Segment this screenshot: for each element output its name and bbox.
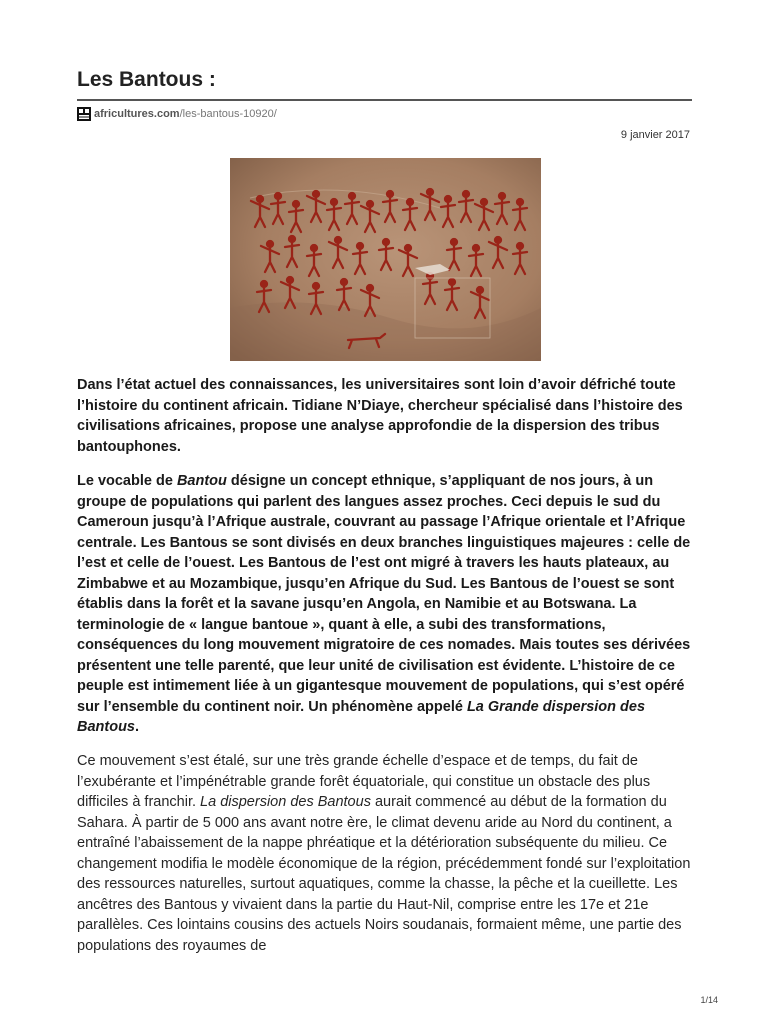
text-run: . xyxy=(135,719,140,735)
title-divider xyxy=(77,99,692,101)
text-run: Le vocable de xyxy=(77,473,177,489)
body-paragraph-2 xyxy=(77,751,697,956)
emphasis-text: Bantou xyxy=(176,473,227,489)
text-run: Ce mouvement s’est étalé, sur une très grande échelle d’espace et de temps, du fait de l’exubérante et l’impénétrable grande forêt équatoriale, qui constitue un obstacle des plus difficiles à franchir. xyxy=(77,753,651,810)
source-path[interactable]: /les-bantous-10920/ xyxy=(179,108,277,120)
source-link[interactable] xyxy=(77,106,277,122)
emphasis-text: La Grande dispersion des Bantous xyxy=(77,698,646,735)
site-icon xyxy=(77,107,91,121)
intro-paragraph xyxy=(77,375,697,457)
text-run: désigne un concept ethnique, s’appliquant de nos jours, à un groupe de populations qui parlent des langues assez proches. Ceci depuis le sud du Cameroun jusqu’à l’Afrique australe, couvrant au passage l’Afrique orientale et l’Afrique centrale. Les Bantous se sont divisés en deux branches linguistiques majeures : celle de l’est et celle de l’ouest. Les Bantous de l’est ont migré à travers les hauts plateaux, au Zimbabwe et au Mozambique, jusqu’en Afrique du Sud. Les Bantous de l’ouest se sont établis dans la forêt et la savane jusqu’en Angola, en Namibie et au Botswana. La terminologie de « langue bantoue », quant à elle, a subi des transformations, conséquences du long mouvement migratoire de ces nomades. Mais toutes ses dérivées présentent une telle parenté, que leur unité de civilisation est évidente. L’histoire de ce peuple est intimement liée à un gigantesque mouvement de populations, qui s’est opéré sur l’ensemble du continent noir. Un phénomène appelé xyxy=(77,473,691,715)
publish-date: 9 janvier 2017 xyxy=(620,129,690,141)
source-domain[interactable]: africultures.com xyxy=(94,108,180,120)
rock-art-image xyxy=(230,158,541,361)
text-run: aurait commencé au début de la formation du Sahara. À partir de 5 000 ans avant notre ère, le climat devenu aride au Nord du continent, a entraîné l’abaissement de la nappe phréatique et la détérioration subséquente du milieu. Ce changement modifia le modèle économique de la région, précédemment fondé sur l’exploitation des ressources naturelles, surtout aquatiques, comme la chasse, la pêche et la cueillette. Les ancêtres des Bantous y vivaient dans la partie du Haut-Nil, comprise entre les 17e et 21e parallèles. Ces lointains cousins des actuels Noirs soudanais, formaient même, une partie des populations des royaumes de xyxy=(77,794,691,954)
page-title: Les Bantous : xyxy=(77,68,216,91)
body-paragraph-1 xyxy=(77,471,697,738)
page-number: 1/14 xyxy=(700,995,718,1005)
text-run: Dans l’état actuel des connaissances, les universitaires sont loin d’avoir défriché toute l’histoire du continent africain. Tidiane N’Diaye, chercheur spécialisé dans l’histoire des civilisations africaines, propose une analyse approfondie de la dispersion des tribus bantouphones. xyxy=(77,377,683,455)
emphasis-text: La dispersion des Bantous xyxy=(200,794,371,810)
